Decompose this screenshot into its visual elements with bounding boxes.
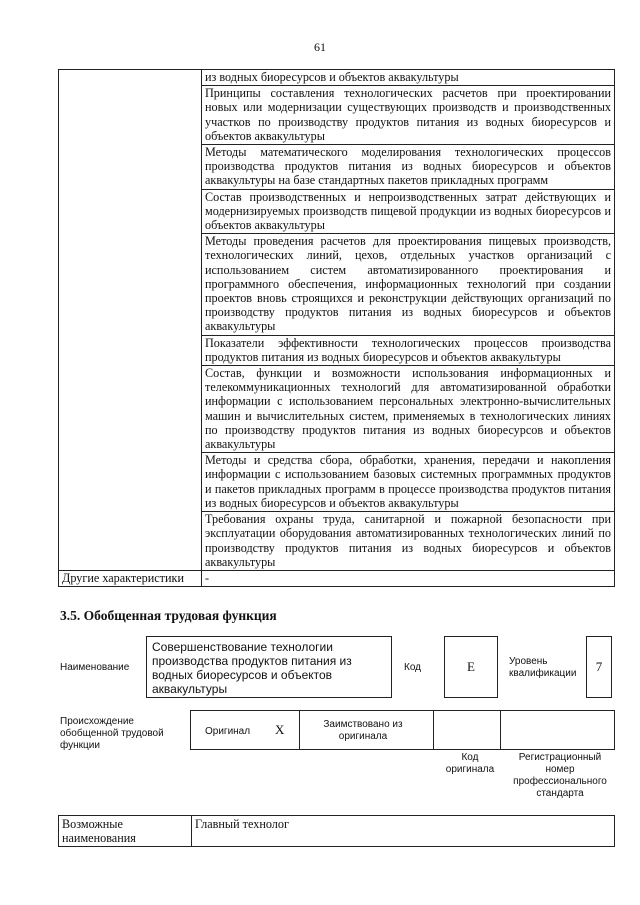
table-row <box>59 570 615 586</box>
other-characteristics-label: Другие характеристики <box>59 570 202 586</box>
other-characteristics-value: - <box>202 570 615 586</box>
code-original-caption: Код оригинала <box>445 752 495 775</box>
knowledge-item: Состав, функции и возможности использования информационных и телекоммуникационных технологий для автоматизированной обработки информации с использованием персональных электронно-вычислительных машин и вычислительных систем, применяемых в технологических линиях по производству продуктов питания из водных биоресурсов и объектов аквакультуры <box>202 366 615 453</box>
original-cell <box>190 710 300 750</box>
borrowed-cell <box>299 710 434 750</box>
page-number: 61 <box>314 40 326 54</box>
reg-number-cell <box>500 710 615 750</box>
code-original-cell <box>433 710 501 750</box>
section-title: 3.5. Обобщенная трудовая функция <box>60 608 277 623</box>
table-row <box>59 70 615 86</box>
knowledge-table <box>58 69 615 587</box>
borrowed-label: Заимствовано из оригинала <box>323 719 403 742</box>
original-mark: X <box>275 722 285 737</box>
possible-names-table <box>58 815 615 847</box>
function-name-box: Совершенствование технологии производства продуктов питания из водных биоресурсов и объектов аквакультуры <box>146 636 392 698</box>
code-value-box: E <box>444 636 498 698</box>
knowledge-item: Показатели эффективности технологических процессов производства продуктов питания из водных биоресурсов и объектов аквакультуры <box>202 335 615 365</box>
original-label: Оригинал <box>205 726 251 737</box>
table-row <box>59 816 615 847</box>
name-label: Наименование <box>60 662 130 673</box>
code-label: Код <box>404 662 422 673</box>
qualification-level-label: Уровень квалификации <box>509 656 577 679</box>
origin-label: Происхождение обобщенной трудовой функции <box>60 716 164 751</box>
knowledge-item: Методы и средства сбора, обработки, хранения, передачи и накопления информации с использованием базовых системных программных продуктов и пакетов прикладных программ в процессе производства продуктов питания из водных биоресурсов и объектов аквакультуры <box>202 453 615 512</box>
knowledge-item: Принципы составления технологических расчетов при проектировании новых или модернизации существующих производств и производственных участков по производству продуктов питания из водных биоресурсов и объектов аквакультуры <box>202 86 615 145</box>
qualification-level-box: 7 <box>586 636 612 698</box>
possible-names-label: Возможные наименования <box>59 816 192 847</box>
reg-number-caption: Регистрационный номер профессионального стандарта <box>513 752 607 799</box>
knowledge-item: Методы проведения расчетов для проектирования пищевых производств, технологических линий, цехов, отдельных участков организаций с использованием систем автоматизированного проектирования и программного обеспечения, информационных технологий при создании проектов вновь строящихся и реконструкции действующих организаций по производству продуктов питания из водных биоресурсов и объектов аквакультуры <box>202 234 615 335</box>
knowledge-item: из водных биоресурсов и объектов аквакультуры <box>202 70 615 86</box>
possible-names-value: Главный технолог <box>192 816 615 847</box>
knowledge-item: Методы математического моделирования технологических процессов производства продуктов питания из водных биоресурсов и объектов аквакультуры на базе стандартных пакетов прикладных программ <box>202 145 615 190</box>
knowledge-item: Требования охраны труда, санитарной и пожарной безопасности при эксплуатации оборудования автоматизированных технологических линий по производству продуктов питания из водных биоресурсов и объектов аквакультуры <box>202 512 615 571</box>
knowledge-item: Состав производственных и непроизводственных затрат действующих и модернизируемых производств пищевой продукции из водных биоресурсов и объектов аквакультуры <box>202 189 615 234</box>
knowledge-label-cell <box>59 70 202 571</box>
